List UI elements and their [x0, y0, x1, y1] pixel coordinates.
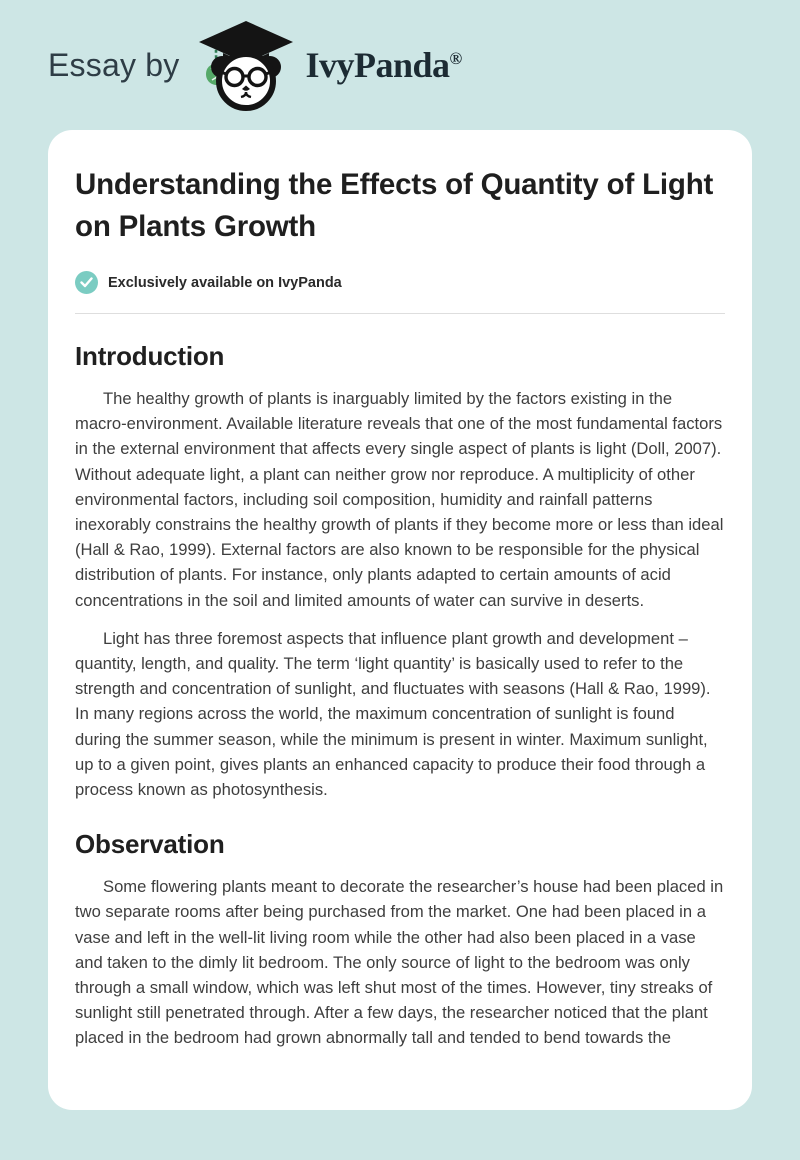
paragraph: Light has three foremost aspects that influence plant growth and development – quantity, length, and quality. The term ‘light quantity’ is basically used to refer to the strength and concentration of sunlight, and fluctuates with seasons (Hall & Rao, 1999). In many regions across the world, the maximum concentration of sunlight is found during the summer season, while the minimum is present in winter. Maximum sunlight, up to a given point, gives plants an enhanced capacity to produce their food through a process known as photosynthesis. — [75, 628, 711, 800]
divider — [75, 313, 725, 314]
page-header — [0, 0, 800, 130]
brand-wordmark — [305, 44, 461, 86]
ivypanda-panda-logo-icon — [193, 19, 297, 111]
essay-title: Understanding the Effects of Quantity of Light on Plants Growth — [75, 168, 714, 243]
brand-name: IvyPanda — [305, 45, 450, 85]
section-heading-observation: Observation — [75, 829, 225, 860]
section-heading-introduction: Introduction — [75, 341, 225, 371]
check-icon — [75, 271, 98, 294]
essay-card — [48, 130, 752, 1110]
availability-badge — [75, 271, 725, 294]
paragraph: Some flowering plants meant to decorate the researcher’s house had been placed in two separate rooms after being purchased from the market. One had been placed in a vase and left in the well-lit living room while the other had also been placed in a vase and taken to the dimly lit bedroom. The only source of light to the bedroom was only through a small window, which was left shut most of the times. However, tiny streaks of sunlight still penetrated through. After a few days, the researcher noticed that the plant placed in the bedroom had grown abnormally tall and tended to bend towards the — [75, 877, 724, 1048]
paragraph: The healthy growth of plants is inarguably limited by the factors existing in the macro-environment. Available literature reveals that one of the most fundamental factors in the external environment that affects every single aspect of plants is light (Doll, 2007). Without adequate light, a plant can neither grow nor reproduce. A multiplicity of other environmental factors, including soil composition, humidity and rainfall patterns inexorably constrains the healthy growth of plants if they become more or less than ideal (Hall & Rao, 1999). External factors are also known to be responsible for the physical distribution of plants. For instance, only plants adapted to certain amounts of acid concentrations in the soil and limited amounts of water can survive in deserts. — [75, 389, 724, 610]
registered-mark: ® — [449, 49, 462, 68]
availability-label: Exclusively available on IvyPanda — [108, 274, 342, 291]
essay-by-label: Essay by — [48, 46, 180, 83]
